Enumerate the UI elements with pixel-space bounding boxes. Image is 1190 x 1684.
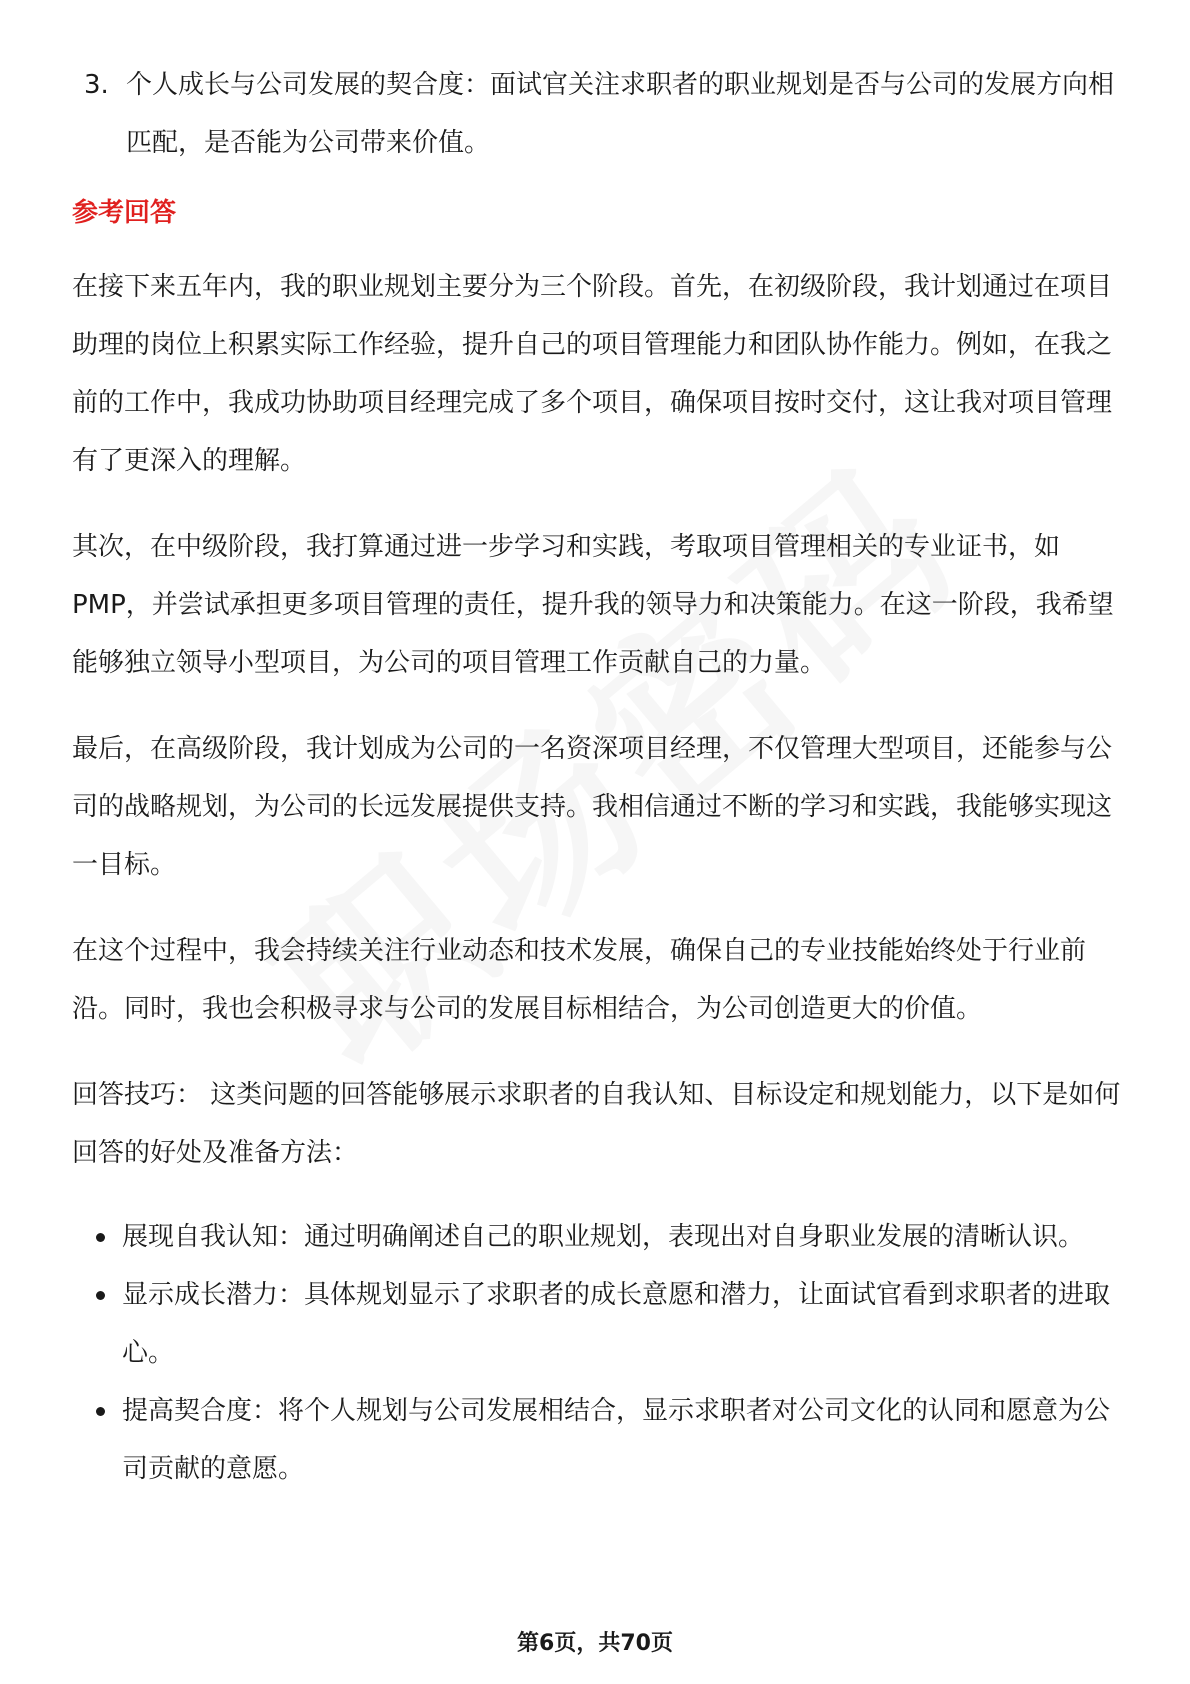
section-title-reference: 参考回答 — [72, 198, 177, 228]
list-item-text: 显示成长潜力：具体规划显示了求职者的成长意愿和潜力，让面试官看到求职者的进取心。 — [122, 1280, 1111, 1368]
numbered-item — [84, 56, 1122, 172]
tips-intro: 回答技巧： 这类问题的回答能够展示求职者的自我认知、目标设定和规划能力，以下是如何回答的好处及准备方法： — [72, 1080, 1121, 1168]
bullet-icon — [94, 1208, 122, 1266]
paragraph: 其次，在中级阶段，我打算通过进一步学习和实践，考取项目管理相关的专业证书，如PMP，并尝试承担更多项目管理的责任，提升我的领导力和决策能力。在这一阶段，我希望能够独立领导小型项目，为公司的项目管理工作贡献自己的力量。 — [72, 532, 1114, 678]
page-content — [72, 56, 1122, 1498]
list-item-text: 提高契合度：将个人规划与公司发展相结合，显示求职者对公司文化的认同和愿意为公司贡献的意愿。 — [122, 1396, 1111, 1484]
item-number: 3. — [84, 70, 109, 100]
paragraph: 在这个过程中，我会持续关注行业动态和技术发展，确保自己的专业技能始终处于行业前沿。同时，我也会积极寻求与公司的发展目标相结合，为公司创造更大的价值。 — [72, 936, 1087, 1024]
bullet-icon — [94, 1266, 122, 1382]
page-number: 第6页，共70页 — [517, 1631, 673, 1656]
item-text: 个人成长与公司发展的契合度：面试官关注求职者的职业规划是否与公司的发展方向相匹配，是否能为公司带来价值。 — [126, 70, 1115, 158]
bullet-icon — [94, 1382, 122, 1498]
list-item — [94, 1266, 1122, 1382]
list-item — [94, 1382, 1122, 1498]
paragraph: 在接下来五年内，我的职业规划主要分为三个阶段。首先，在初级阶段，我计划通过在项目助理的岗位上积累实际工作经验，提升自己的项目管理能力和团队协作能力。例如，在我之前的工作中，我成功协助项目经理完成了多个项目，确保项目按时交付，这让我对项目管理有了更深入的理解。 — [72, 272, 1113, 476]
tips-list — [72, 1208, 1122, 1498]
paragraph: 最后，在高级阶段，我计划成为公司的一名资深项目经理，不仅管理大型项目，还能参与公司的战略规划，为公司的长远发展提供支持。我相信通过不断的学习和实践，我能够实现这一目标。 — [72, 734, 1113, 880]
list-item — [94, 1208, 1122, 1266]
list-item-text: 展现自我认知：通过明确阐述自己的职业规划，表现出对自身职业发展的清晰认识。 — [122, 1222, 1085, 1252]
